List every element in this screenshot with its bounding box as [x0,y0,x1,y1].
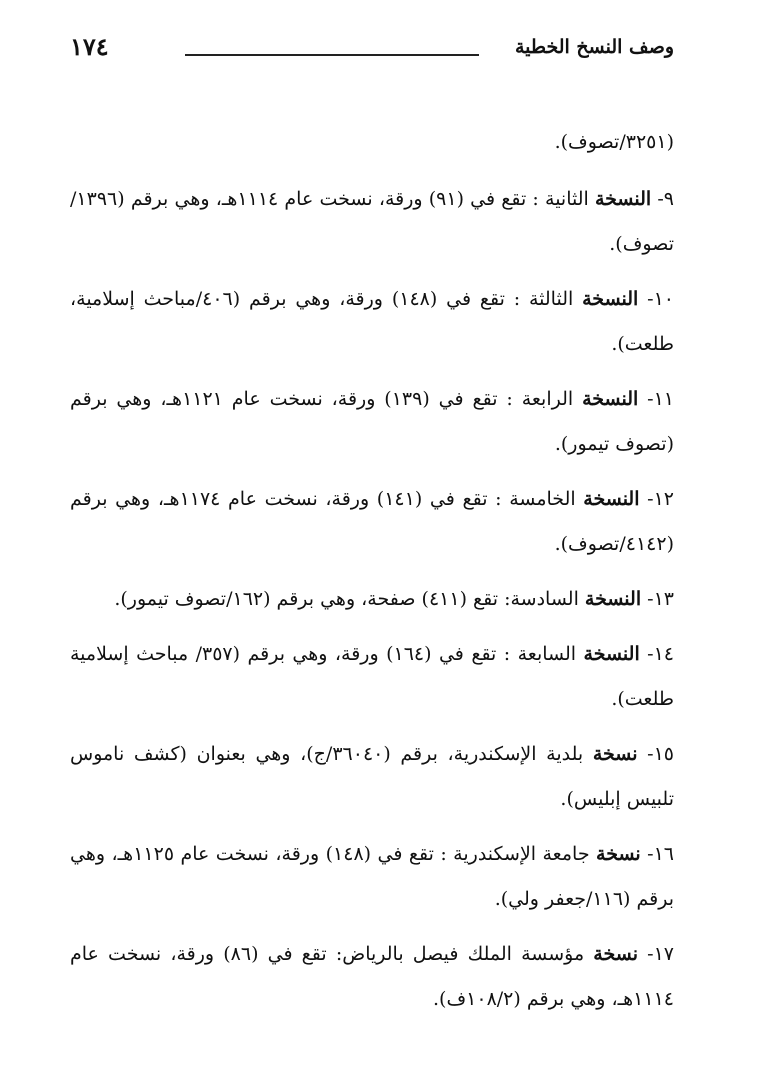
body-text [70,120,674,1032]
page-header [70,28,674,68]
entry-keyword: النسخة [583,643,640,665]
entry-14 [70,632,674,722]
entry-text: السادسة: تقع (٤١١) صفحة، وهي برقم (١٦٢/تصوف تيمور). [114,588,585,610]
entry-number: ١٠- [638,288,675,310]
entry-keyword: النسخة [584,588,642,610]
entry-text: السابعة : تقع في (١٦٤) ورقة، وهي برقم (٣٥٧/ مباحث إسلامية طلعت). [70,643,674,710]
entry-number: ٩- [651,188,674,210]
entry-keyword: النسخة [582,288,639,310]
entry-10 [70,277,674,367]
entry-text: مؤسسة الملك فيصل بالرياض: تقع في (٨٦) ورقة، نسخت عام ١١١٤هـ، وهي برقم (١٠٨/٢ف). [70,943,674,1010]
entry-16 [70,832,674,922]
entry-9 [70,177,674,267]
entry-number: ١٧- [638,943,674,965]
entry-text: الخامسة : تقع في (١٤١) ورقة، نسخت عام ١١٧٤هـ، وهي برقم (٤١٤٢/تصوف). [70,488,674,555]
entry-number: ١١- [638,388,675,410]
entry-number: ١٦- [640,843,675,865]
entry-text: بلدية الإسكندرية، برقم (٣٦٠٤٠/ج)، وهي بعنوان (كشف ناموس تلبيس إبليس). [70,743,674,810]
header-rule [185,54,479,56]
entry-keyword: النسخة [583,488,640,510]
entry-13 [70,577,674,622]
entry-number: ١٤- [639,643,674,665]
continuation-line: (٣٢٥١/تصوف). [554,131,674,153]
entry-text: جامعة الإسكندرية : تقع في (١٤٨) ورقة، نسخت عام ١١٢٥هـ، وهي برقم (١١٦/جعفر ولي). [70,843,674,910]
page-number: ١٧٤ [70,32,109,61]
running-title: وصف النسخ الخطية [514,36,674,58]
entry-keyword: نسخة [592,743,638,765]
entry-12 [70,477,674,567]
entry-15 [70,732,674,822]
entry-number: ١٣- [641,588,674,610]
entry-number: ١٢- [639,488,674,510]
entry-text: الثالثة : تقع في (١٤٨) ورقة، وهي برقم (٤٠٦/مباحث إسلامية، طلعت). [70,288,674,355]
entry-text: الثانية : تقع في (٩١) ورقة، نسخت عام ١١١٤هـ، وهي برقم (١٣٩٦/تصوف). [70,188,674,255]
entry-number: ١٥- [637,743,674,765]
entry-keyword: النسخة [594,188,652,210]
entry-keyword: نسخة [596,843,641,865]
entry-11 [70,377,674,467]
entry-17 [70,932,674,1022]
entry-keyword: نسخة [593,943,638,965]
entry-keyword: النسخة [582,388,639,410]
entry-text: الرابعة : تقع في (١٣٩) ورقة، نسخت عام ١١٢١هـ، وهي برقم (تصوف تيمور). [70,388,674,455]
